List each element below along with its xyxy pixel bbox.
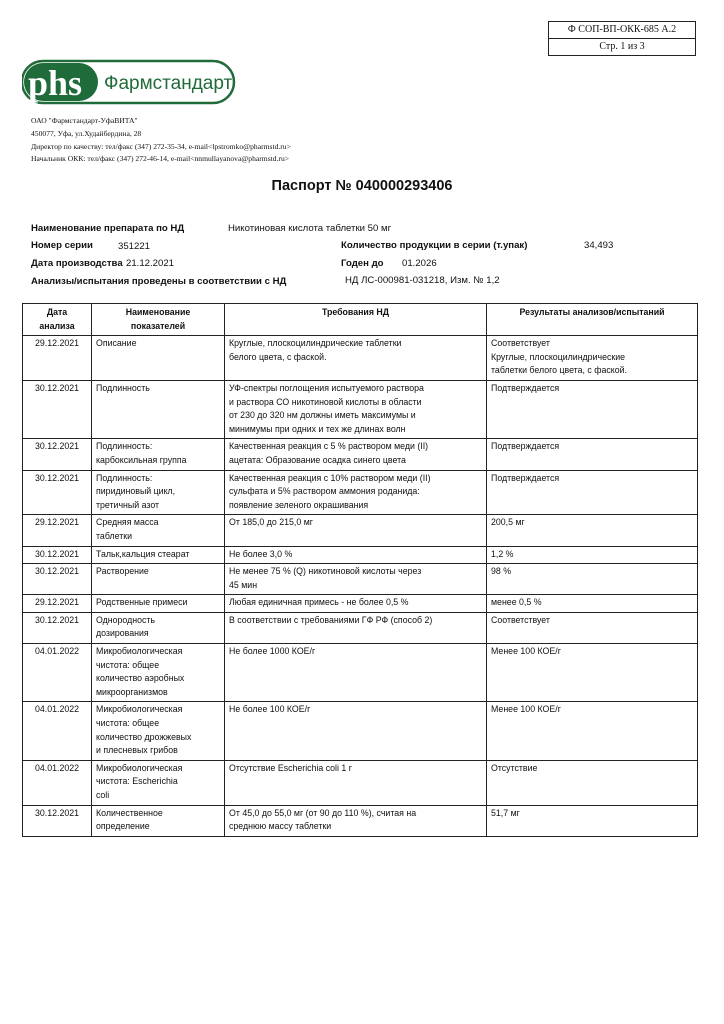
cell-date: 29.12.2021 — [23, 515, 92, 546]
expiry-label: Годен до — [341, 258, 384, 269]
org-address: 450077, Уфа, ул.Худайбердина, 28 — [31, 129, 142, 138]
col-header-results: Результаты анализов/испытаний — [487, 304, 698, 336]
cell-date: 04.01.2022 — [23, 644, 92, 702]
cell-result: 98 % — [487, 564, 698, 595]
cell-date: 29.12.2021 — [23, 336, 92, 381]
cell-date: 30.12.2021 — [23, 546, 92, 564]
table-row — [23, 702, 698, 760]
logo-mark: phs — [28, 63, 83, 103]
cell-requirement: От 45,0 до 55,0 мг (от 90 до 110 %), считая на среднюю массу таблетки — [225, 805, 487, 836]
cell-requirement: Не более 100 КОЕ/г — [225, 702, 487, 760]
table-row — [23, 564, 698, 595]
cell-result: Подтверждается — [487, 470, 698, 515]
cell-requirement: УФ-спектры поглощения испытуемого раствора и раствора СО никотиновой кислоты в области от 230 до 320 нм должны иметь максимумы и минимумы при одних и тех же длинах волн — [225, 380, 487, 438]
form-code-box — [548, 21, 696, 56]
cell-result: Отсутствие — [487, 760, 698, 805]
cell-date: 29.12.2021 — [23, 595, 92, 613]
production-date-value: 21.12.2021 — [126, 258, 175, 269]
cell-indicator: Микробиологическая чистота: общее количество дрожжевых и плесневых грибов — [92, 702, 225, 760]
org-head-contact: Начальник ОКК: тел/факс (347) 272-46-14, e-mail<nnmullayanova@pharmstd.ru> — [31, 154, 290, 163]
cell-date: 30.12.2021 — [23, 564, 92, 595]
cell-date: 04.01.2022 — [23, 760, 92, 805]
production-date-label: Дата производства — [31, 258, 123, 269]
table-row — [23, 595, 698, 613]
quantity-value: 34,493 — [584, 240, 614, 251]
cell-result: Соответствует — [487, 612, 698, 643]
cell-requirement: Не менее 75 % (Q) никотиновой кислоты через 45 мин — [225, 564, 487, 595]
cell-date: 30.12.2021 — [23, 470, 92, 515]
cell-indicator: Микробиологическая чистота: общее количество аэробных микроорганизмов — [92, 644, 225, 702]
table-row — [23, 546, 698, 564]
pharmstandard-logo — [22, 58, 236, 106]
cell-result: Соответствует Круглые, плоскоцилиндрические таблетки белого цвета, с фаской. — [487, 336, 698, 381]
cell-date: 30.12.2021 — [23, 439, 92, 470]
org-director-contact: Директор по качеству: тел/факс (347) 272-35-34, e-mail<lpstromko@pharmstd.ru> — [31, 142, 291, 151]
cell-requirement: Любая единичная примесь - не более 0,5 % — [225, 595, 487, 613]
cell-indicator: Растворение — [92, 564, 225, 595]
table-row — [23, 336, 698, 381]
col-header-indicator: Наименование показателей — [92, 304, 225, 336]
cell-indicator: Средняя масса таблетки — [92, 515, 225, 546]
cell-requirement: Отсутствие Escherichia coli 1 г — [225, 760, 487, 805]
col-header-requirements: Требования НД — [225, 304, 487, 336]
tests-label: Анализы/испытания проведены в соответствии с НД — [31, 276, 287, 287]
series-value: 351221 — [118, 241, 151, 252]
cell-indicator: Количественное определение — [92, 805, 225, 836]
drug-label: Наименование препарата по НД — [31, 223, 185, 234]
table-row — [23, 439, 698, 470]
cell-result: 200,5 мг — [487, 515, 698, 546]
cell-indicator: Однородность дозирования — [92, 612, 225, 643]
table-row — [23, 805, 698, 836]
cell-result: 1,2 % — [487, 546, 698, 564]
cell-indicator: Описание — [92, 336, 225, 381]
table-row — [23, 380, 698, 438]
page-title: Паспорт № 040000293406 — [271, 178, 453, 194]
cell-requirement: Не более 1000 КОЕ/г — [225, 644, 487, 702]
logo-name: Фармстандарт — [104, 73, 233, 94]
cell-result: Подтверждается — [487, 380, 698, 438]
cell-indicator: Микробиологическая чистота: Escherichia coli — [92, 760, 225, 805]
cell-requirement: Круглые, плоскоцилиндрические таблетки белого цвета, с фаской. — [225, 336, 487, 381]
series-label: Номер серии — [31, 240, 93, 251]
quantity-label: Количество продукции в серии (т.упак) — [341, 240, 528, 251]
results-table — [22, 303, 698, 837]
cell-date: 04.01.2022 — [23, 702, 92, 760]
cell-result: Подтверждается — [487, 439, 698, 470]
cell-date: 30.12.2021 — [23, 805, 92, 836]
table-row — [23, 470, 698, 515]
cell-indicator: Подлинность: пиридиновый цикл, третичный азот — [92, 470, 225, 515]
cell-result: менее 0,5 % — [487, 595, 698, 613]
table-row — [23, 644, 698, 702]
expiry-value: 01.2026 — [402, 258, 437, 269]
cell-indicator: Подлинность — [92, 380, 225, 438]
col-header-date: Дата анализа — [23, 304, 92, 336]
table-row — [23, 515, 698, 546]
cell-requirement: В соответствии с требованиями ГФ РФ (способ 2) — [225, 612, 487, 643]
cell-requirement: Не более 3,0 % — [225, 546, 487, 564]
table-row — [23, 760, 698, 805]
cell-requirement: Качественная реакция с 5 % раствором меди (II) ацетата: Образование осадка синего цвета — [225, 439, 487, 470]
cell-requirement: Качественная реакция с 10% раствором меди (II) сульфата и 5% раствором аммония роданида: появление зеленого окрашивания — [225, 470, 487, 515]
cell-result: Менее 100 КОЕ/г — [487, 644, 698, 702]
table-row — [23, 612, 698, 643]
cell-indicator: Подлинность: карбоксильная группа — [92, 439, 225, 470]
form-code: Ф СОП-ВП-ОКК-685 А.2 — [549, 22, 695, 39]
cell-date: 30.12.2021 — [23, 612, 92, 643]
table-header-row — [23, 304, 698, 336]
org-name: ОАО "Фармстандарт-УфаВИТА" — [31, 116, 138, 125]
cell-result: Менее 100 КОЕ/г — [487, 702, 698, 760]
cell-indicator: Тальк,кальция стеарат — [92, 546, 225, 564]
cell-indicator: Родственные примеси — [92, 595, 225, 613]
page-number: Стр. 1 из 3 — [599, 41, 645, 52]
tests-value: НД ЛС-000981-031218, Изм. № 1,2 — [345, 275, 500, 286]
drug-value: Никотиновая кислота таблетки 50 мг — [228, 223, 392, 234]
cell-date: 30.12.2021 — [23, 380, 92, 438]
cell-result: 51,7 мг — [487, 805, 698, 836]
cell-requirement: От 185,0 до 215,0 мг — [225, 515, 487, 546]
